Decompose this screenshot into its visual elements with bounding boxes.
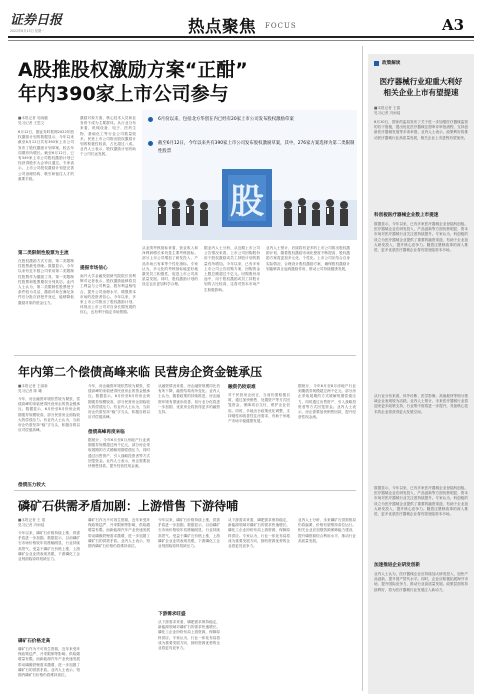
story3-col3-pre: 今年以来，磷矿石价格持续上涨，供需矛盾进一步加剧。数据显示，目前磷矿石市场价格较年初涨幅明显，行业持续高景气。受益于磷矿石价格上涨，上游磷矿企业业绩表现亮眼，下游磷化工企业则面临原料短缺压力。: [158, 518, 220, 549]
story1-divider: [14, 355, 356, 356]
column-separator: [362, 46, 363, 691]
story3-subhead2: 下游需求旺盛: [158, 612, 186, 617]
story2-col1-text: 今年，房企融资环境依然较为紧张，偿债高峰的来临使得民营房企的资金链承压。数据显示，6月份至8月份房企到期债券规模较高，部分民营房企面临较大的偿债压力。有业内人士认为，当前房企仍需坚持“稳”字当头，积极自救以应对偿债高峰。: [18, 397, 80, 433]
callout-text-2: [148, 140, 357, 155]
story1-col1-text: 6月12日，据证券时报网2022年股权激励计划的数据显示，今年以来截至6月12日共有390家上市公司发布了股权激励计划草案，较去年同期有所增长。截至6月12日，已有349家上市公司股权激励计划已经获得股东大会审议通过。专家表示，上市公司股权激励计划是完善公司治理结构、吸引和留住人才的重要手段。: [18, 130, 74, 181]
sidebar-byline: [374, 106, 470, 116]
story2-col1: [18, 384, 80, 488]
story2-col5: [298, 384, 356, 488]
section-title: 热点聚焦: [188, 17, 256, 36]
story3-headline: 磷矿石供需矛盾加剧：上游惜售 下游待哺: [18, 499, 239, 513]
story2-divider: [14, 490, 356, 491]
story1-infographic: [142, 110, 357, 240]
sidebar-byline-intern: 见习记者 冯雨瑶: [374, 111, 401, 115]
sidebar-tag-marker: [374, 61, 379, 66]
story2-col4: [228, 384, 290, 491]
page-number: A3: [442, 16, 465, 34]
story1-col2-text: 激励对象方面，核心技术人员和业务骨干成为主要群体。从行业分布来看，机械设备、电子、医药生物、基础化工等行业公司数量较多。民营上市公司推出股权激励计划的积极性较高，占比超过八成。业内人士表示，股权激励计划有助于公司长远发展。: [80, 116, 136, 157]
sidebar-text3: 从行业分布来看，体外诊断、医学影像、高值耗材等细分领域企业表现较为活跃。业内人士预计，未来医疗器械行业将迎来更多政策支持，行业集中度将进一步提升，具备核心技术的企业将获得更大发展空间。: [374, 394, 468, 414]
sidebar-text1: 6月10日，国家药监局发布了关于进一步加强医疗器械监管的若干措施，提出优化医疗器械注册审评审批流程、支持创新医疗器械发展等多项举措。业内人士表示，政策利好将推动医疗器械行业高质量发展，相关企业上市进程有望加快。: [374, 120, 468, 140]
story1-col3-text: 从业绩考核指标来看，营业收入和净利润增长率仍是主要考核指标。部分上市公司增加了研发投入、产品市场占有率等个性化指标。专家认为，多元化的考核指标能更好地激发员工积极性，促进上市公司高质量发展。同时，股权激励计划的设定也应更加科学合理。: [142, 246, 198, 287]
story3-col5-text: 业内人士分析，未来磷矿石供需格局仍将偏紧，价格有望维持高位运行。相关企业应加强资源保障能力建设，提升磷资源综合利用水平，推动行业高质量发展。: [298, 518, 356, 543]
story1-col2-text2: 南开大学金融发展研究院院长田利辉对记者表示，股权激励能够将员工利益与公司利益、股东利益相结合，提升公司治理水平，增强资本市场的投资者信心。今年以来，多家上市公司推出了股权激励计划，体现出上市公司对自身长期发展的信心，也有利于稳定市场预期。: [80, 274, 136, 315]
story3-col3: [158, 518, 220, 690]
story3-byline-reporter: ■本报记者 王 僖: [18, 518, 46, 522]
callout-text-1: [148, 116, 357, 124]
story1-col5: [266, 246, 350, 350]
story2-subhead1: 偿债压力较大: [18, 483, 46, 488]
story2-col2-pre: 今年，房企融资环境依然较为紧张，偿债高峰的来临使得民营房企的资金链承压。数据显示，6月份至8月份房企到期债券规模较高，部分民营房企面临较大的偿债压力。有业内人士认为，当前房企仍需坚持“稳”字当头，积极自救以应对偿债高峰。: [88, 384, 150, 420]
story2-col3-text: 从融资情况来看，房企融资规模同比仍有所下降，融资结构有所变化。业内人士认为，随着政策的持续推进，房企融资环境有望逐步改善，但行业分化将进一步加剧，优质房企将获得更多的融资支持。: [158, 384, 220, 415]
story3-col1-text: 今年以来，磷矿石价格持续上涨，供需矛盾进一步加剧。数据显示，目前磷矿石市场价格较年初涨幅明显，行业持续高景气。受益于磷矿石价格上涨，上游磷矿企业业绩表现亮眼，下游磷化工企业则面临原料短缺压力。: [18, 531, 80, 562]
sidebar-title-line1: 医疗器械行业迎重大利好: [379, 77, 463, 86]
story1-byline-reporter: ■本报记者 吴晓璐: [18, 116, 48, 120]
story1-col4-text: 据业内人士分析，从近期上市公司公告情况来看，上市公司回购股份用于股权激励或员工持股计划的数量有所增加。今年以来，已有多家上市公司公告回购方案，回购资金上限总额超过千亿元。回购股份用途中，用于股权激励或员工持股计划的占比较高，这将对资本市场产生积极影响。: [204, 246, 260, 292]
story2-col3: [158, 384, 220, 488]
story1-subhead1: 第二类限制性股票为主流: [18, 251, 69, 256]
story1-col2: [80, 116, 136, 364]
date-line: 2022年6月13日 星期一: [10, 29, 45, 33]
story1-col1: [18, 116, 74, 355]
story3-col4-text: 从下游需求来看，磷肥需求保持稳定，新能源领域对磷矿石的需求快速增长。磷化工企业纷纷布局上游资源，保障原料供应。专家认为，行业一体化布局将成为重要发展方向，拥有资源优势的企业将更具竞争力。: [228, 518, 290, 549]
story2-col5-text: 据统计，今年6月至8月房地产行业到期债券规模超过两千亿元。部分房企采取展期的方式缓解短期偿债压力，同时通过出售资产、引入战略投资者等方式回笼资金。业内人士表示，房企需要加快销售回款，提升经营性现金流。: [298, 384, 356, 420]
story2-col4-text: 对于民营房企而言，当前仍需积极自救，通过加快销售、处置资产等方式回笼资金，保障项目交付，维护企业信用。同时，多地出台政策优化调整，支持刚性和改善性住房需求，有助于房地产市场平稳健康发展。: [228, 393, 290, 424]
story1-col4: [204, 246, 260, 350]
header-rule-thin: [8, 40, 474, 41]
story2-col2-text: 据统计，今年6月至8月房地产行业到期债券规模超过两千亿元。部分房企采取展期的方式缓解短期偿债压力，同时通过出售资产、引入战略投资者等方式回笼资金。业内人士表示，房企需要加快销售回款，提升经营性现金流。: [88, 438, 150, 469]
story1-col1-text2: 在股权激励方式方面，第二类限制性股票最受青睐。数据显示，今年以来有近半数公司采用第二类限制性股票作为激励工具，第一类限制性股票和股票期权分列其后。业内人士认为，第二类限制性股票授予条件较为灵活，激励对象在满足条件后分批次获授并登记，能够降低激励对象的资金压力。: [18, 259, 74, 305]
story3-col3-text: 从下游需求来看，磷肥需求保持稳定，新能源领域对磷矿石的需求快速增长。磷化工企业纷纷布局上游资源，保障原料供应。专家认为，行业一体化布局将成为重要发展方向，拥有资源优势的企业将更具竞争力。: [158, 620, 220, 651]
callout-bullet-2: [148, 141, 153, 146]
story3-subhead1: 磷矿石价格走高: [18, 639, 51, 644]
story3-byline-intern: 见习记者 冯雨瑶: [18, 523, 45, 527]
story2-col2: [88, 384, 150, 492]
section-subtitle: FOCUS: [265, 22, 297, 30]
story1-headline-box: [18, 58, 338, 106]
story2-headline: 年内第二个偿债高峰来临 民营房企资金链承压: [18, 365, 263, 379]
svg-text:股: 股: [230, 182, 264, 222]
sidebar-text4: 业内人士认为，医疗器械企业应持续加大研发投入，加快产品创新，提升国产替代水平。同时，企业应积极拓展海外市场，提升国际竞争力，推动行业高质量发展。政策层面的持续利好，将为医疗器械行业发展注入新动力。: [374, 572, 468, 592]
sidebar-panel: [368, 54, 474, 694]
story2-subhead2: 偿债高峰再度来临: [88, 430, 125, 435]
sidebar-title-line2: 相关企业上市有望提速: [383, 88, 459, 97]
story3-col2: [88, 518, 150, 688]
sidebar-text3b: 数据显示，今年以来，已有多家医疗器械企业登陆科创板。医疗器械企业在研发投入、产品创新等方面优势明显，资本市场对医疗器械行业关注度持续提升。专家认为，科创板的设立为医疗器械企业提供了重要的融资渠道，有助于企业加大研发投入，提升核心竞争力。随着注册制改革的深入推进，更多优质医疗器械企业将有望登陆资本市场。: [374, 486, 468, 517]
sidebar-title: [372, 76, 470, 98]
callout-line2: 截至6月12日，今年以来共有390家上市公司发布股权激励草案，其中，276家方案选择为第二类限制性股票: [158, 141, 355, 154]
sidebar-text2: 数据显示，今年以来，已有多家医疗器械企业登陆科创板。医疗器械企业在研发投入、产品创新等方面优势明显，资本市场对医疗器械行业关注度持续提升。专家认为，科创板的设立为医疗器械企业提供了重要的融资渠道，有助于企业加大研发投入，提升核心竞争力。随着注册制改革的深入推进，更多优质医疗器械企业将有望登陆资本市场。: [374, 222, 468, 253]
story3-col5: [298, 518, 356, 688]
story1-subhead2: 提振市场信心: [80, 266, 108, 271]
story1-col3: [142, 246, 198, 350]
callout-line1: 6月份以来，包括北方华创在内已经有20家上市公司发布股权激励草案: [158, 117, 294, 122]
sidebar-tag-box: [374, 60, 400, 66]
header-rule: [8, 36, 474, 38]
masthead: 证券日报: [10, 13, 63, 28]
callout-bullet-1: [148, 117, 153, 122]
sidebar-subhead2: 加速推进企业研发创新: [374, 563, 420, 568]
story2-byline-reporter: ■本报记者 王丽新: [18, 384, 48, 388]
story1-headline-line1: A股推股权激励方案“正酣”: [18, 59, 248, 81]
sidebar-byline-reporter: ■本报记者 王僖: [374, 106, 401, 110]
story3-col2-text: 磷矿石作为不可再生资源，近年来受环保政策趋严、开采限制等影响，供给端增量有限。而新能源汽车产业快速发展带动磷酸铁锂需求激增，进一步加剧了磷矿石的供需矛盾。业内人士表示，短期内磷矿石价格仍将维持高位。: [88, 518, 150, 549]
sidebar-tag: 政策解读: [382, 61, 401, 66]
story3-col1: [18, 518, 80, 683]
stock-figure-illustration: [142, 165, 357, 240]
story1-headline-line2: 年内390家上市公司参与: [18, 83, 229, 105]
story1-col5-text: 业内人士预计，后续将有更多的上市公司推出股权激励计划，随着股权激励市场化程度不断提高，股权激励方案将更加多元化、个性化。上市公司应结合自身实际情况，合理设计股权激励方案，确保股权激励计划能够真正起到激励作用，推动公司持续健康发展。: [266, 246, 350, 271]
story3-col1-text2: 磷矿石作为不可再生资源，近年来受环保政策趋严、开采限制等影响，供给端增量有限。而新能源汽车产业快速发展带动磷酸铁锂需求激增，进一步加剧了磷矿石的供需矛盾。业内人士表示，短期内磷矿石价格仍将维持高位。: [18, 647, 80, 678]
sidebar-subhead1: 科创板医疗器械企业数上市提速: [374, 213, 439, 218]
story2-subhead3: 融资仍较艰难: [228, 385, 256, 390]
story1-byline-intern: 见习记者 王思文: [18, 121, 45, 125]
story2-byline-intern: 见习记者 陈 曦: [18, 389, 42, 393]
story3-col4: [228, 518, 290, 688]
